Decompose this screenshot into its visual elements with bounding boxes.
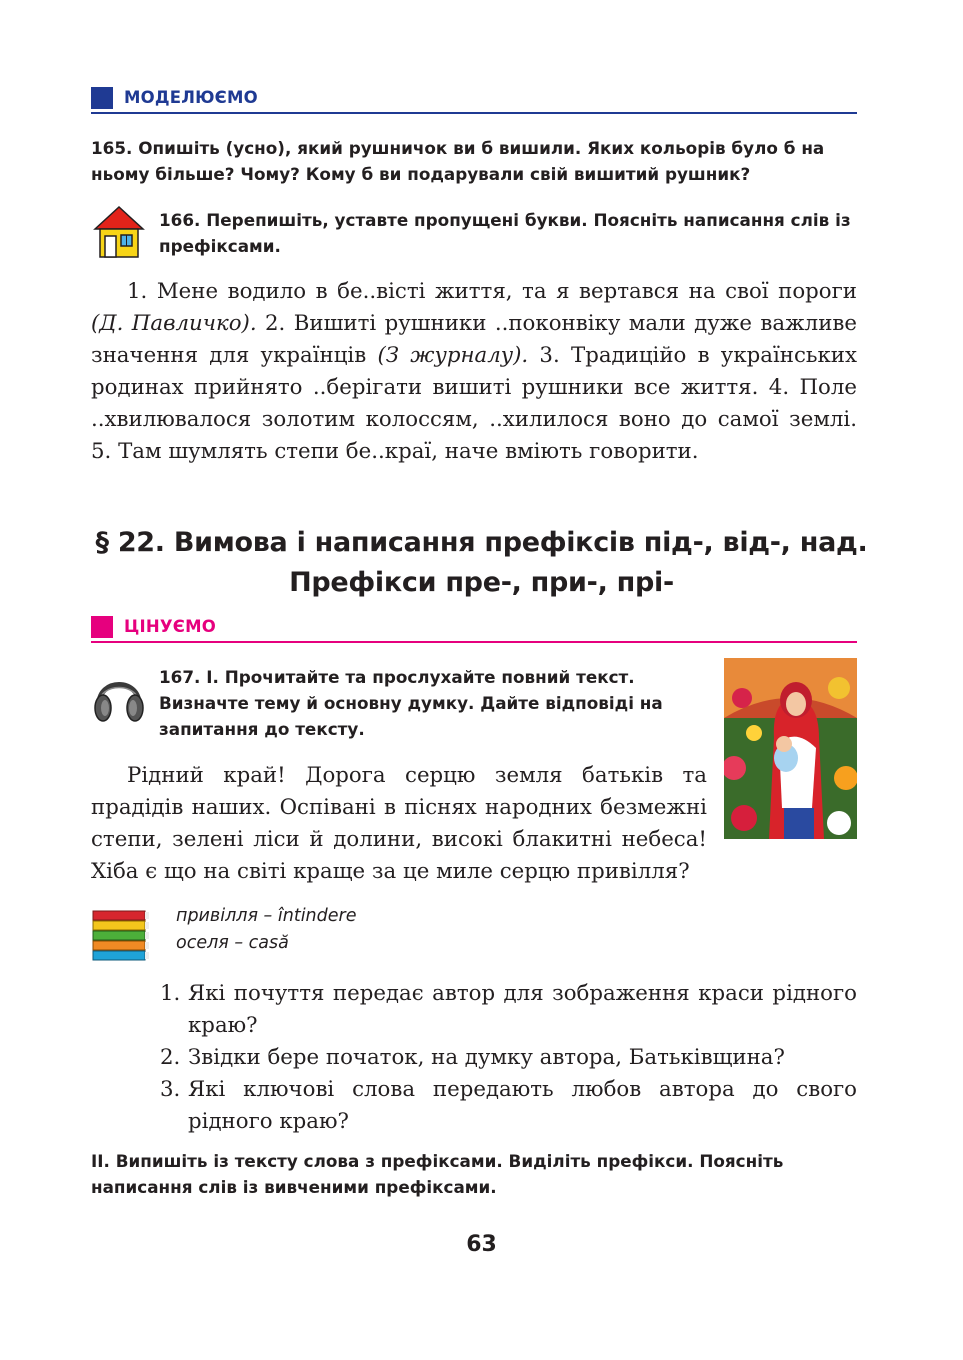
section-header-valuing xyxy=(91,614,857,640)
sentence-3-5: 3. Традиційо в українських родинах прийнято ..берігати вишиті рушники все життя. 4. Поле ..хвилювалося золотим колоссям, ..хилилося воно до самої землі. 5. Там шумлять степи бе..краї, наче вміють говорити. xyxy=(91,343,858,464)
task-165 xyxy=(91,135,857,187)
task-text: І. Прочитайте та прослухайте повний текст. Визначте тему й основну думку. Дайте відповіді на запитання до тексту. xyxy=(159,667,663,739)
list-item xyxy=(160,1074,857,1138)
source-2: (З журналу). xyxy=(377,343,529,368)
sentence-1: 1. Мене водило в бе..вісті життя, та я вертався на свої пороги xyxy=(127,279,857,304)
section-header-modeling xyxy=(91,85,857,111)
task-167 xyxy=(159,664,709,742)
section-divider xyxy=(91,641,857,643)
paragraph-title-line-2: Префікси пре-, при-, прі- xyxy=(289,567,674,598)
section-marker xyxy=(91,87,113,109)
list-item xyxy=(160,978,857,1042)
task-text: Опишіть (усно), який рушничок ви б вишили. Яких кольорів було б на ньому більше? Чому? Кому б ви подарували свій вишитий рушник? xyxy=(91,138,825,184)
paragraph-title xyxy=(0,523,963,603)
passage-text: Рідний край! Дорога серцю земля батьків та прадідів наших. Оспівані в піснях народних безмежні степи, зелені ліси й долини, високі блакитні небеса! Хіба є що на світі краще за це миле серцю привілля? xyxy=(91,763,707,884)
section-title: МОДЕЛЮЄМО xyxy=(124,88,258,107)
task-number: 167. xyxy=(159,667,201,687)
glossary xyxy=(176,903,356,957)
page-number: 63 xyxy=(466,1232,497,1257)
reading-passage xyxy=(91,760,857,888)
headphones-icon xyxy=(91,666,147,724)
question-number: 1. xyxy=(160,981,181,1006)
question-text: Які ключові слова передають любов автора до свого рідного краю? xyxy=(188,1077,857,1134)
section-divider xyxy=(91,112,857,114)
question-number: 3. xyxy=(160,1077,181,1102)
house-icon xyxy=(91,203,147,259)
task-text: Перепишіть, уставте пропущені букви. Поясніть написання слів із префіксами. xyxy=(159,210,851,256)
paragraph-title-line-1: § 22. Вимова і написання префіксів під-, від-, над. xyxy=(95,527,868,558)
task-number: 165. xyxy=(91,138,133,158)
task-166 xyxy=(159,207,857,259)
task-167-part-2: ІІ. Випишіть із тексту слова з префіксами. Виділіть префікси. Поясніть написання слів із вивченими префіксами. xyxy=(91,1151,784,1197)
question-text: Які почуття передає автор для зображення краси рідного краю? xyxy=(188,981,857,1038)
questions-list xyxy=(160,978,857,1138)
question-text: Звідки бере початок, на думку автора, Батьківщина? xyxy=(188,1045,785,1070)
source-1: (Д. Павличко). xyxy=(91,311,257,336)
list-item xyxy=(160,1042,857,1074)
glossary-entry: оселя – casă xyxy=(176,933,289,953)
section-marker xyxy=(91,616,113,638)
illustration-spacer xyxy=(707,760,857,848)
sentence-2: 2. Вишиті рушники ..поконвіку мали дуже важливе значення для українців xyxy=(91,311,857,368)
glossary-entry: привілля – întindere xyxy=(176,906,357,926)
task-number: 166. xyxy=(159,210,201,230)
question-number: 2. xyxy=(160,1045,181,1070)
exercise-166-text xyxy=(91,276,857,468)
books-icon xyxy=(91,909,153,961)
section-title: ЦІНУЄМО xyxy=(124,617,216,636)
